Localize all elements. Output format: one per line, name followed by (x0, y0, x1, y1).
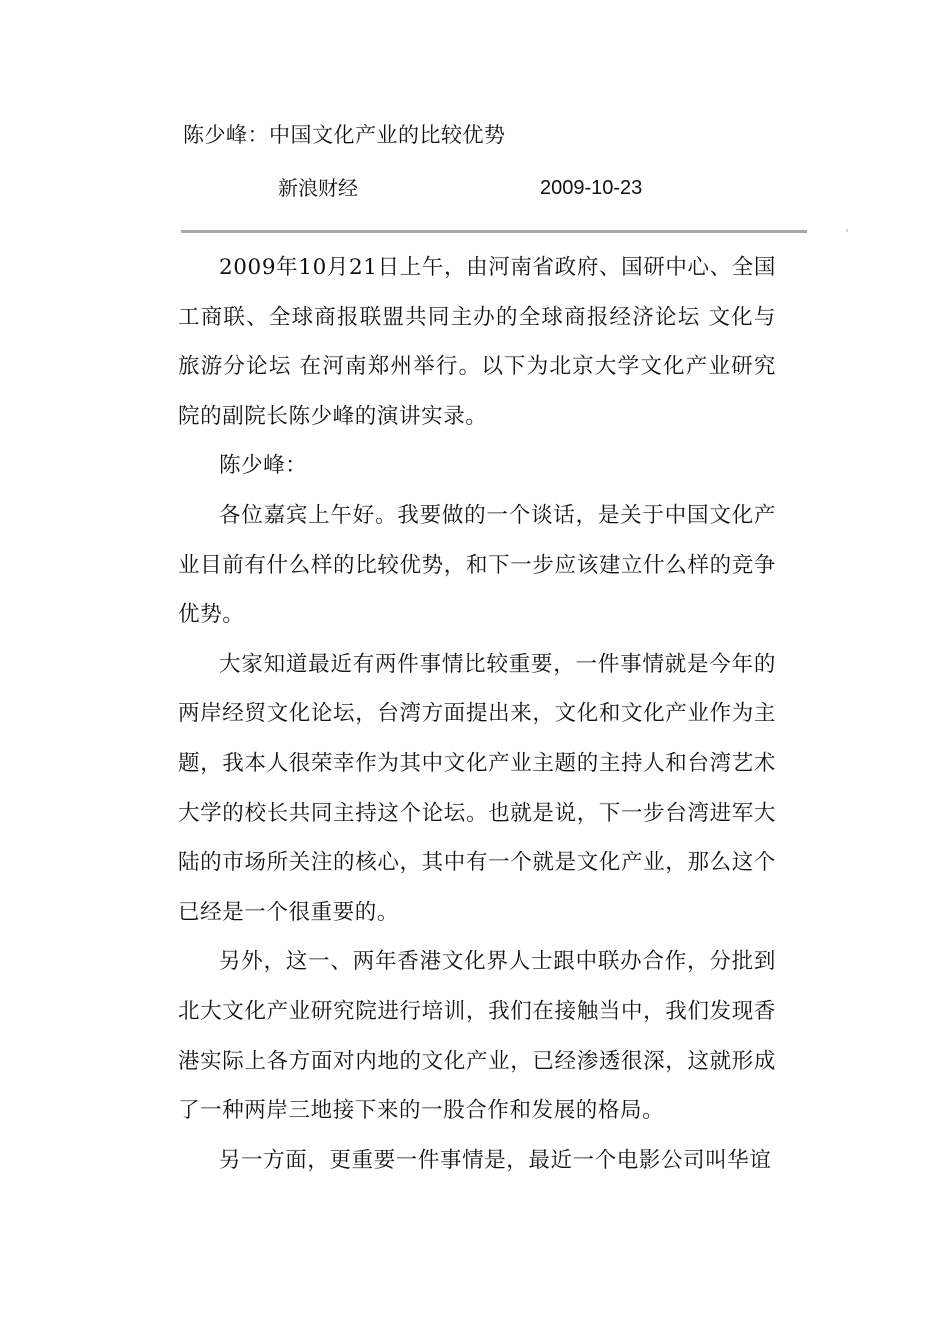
article-title: 陈少峰：中国文化产业的比较优势 (183, 123, 506, 147)
article-body (178, 243, 776, 1185)
paragraph-greeting: 各位嘉宾上午好。我要做的一个谈话，是关于中国文化产业目前有什么样的比较优势，和下一步应该建立什么样的竞争优势。 (178, 502, 776, 628)
page-mark (846, 229, 848, 232)
header-divider (181, 230, 807, 233)
paragraph-cross-strait: 大家知道最近有两件事情比较重要，一件事情就是今年的两岸经贸文化论坛，台湾方面提出来，文化和文化产业作为主题，我本人很荣幸作为其中文化产业主题的主持人和台湾艺术大学的校长共同主持这个论坛。也就是说，下一步台湾进军大陆的市场所关注的核心，其中有一个就是文化产业，那么这个已经是一个很重要的。 (178, 651, 776, 925)
paragraph-hong-kong: 另外，这一、两年香港文化界人士跟中联办合作，分批到北大文化产业研究院进行培训，我们在接触当中，我们发现香港实际上各方面对内地的文化产业，已经渗透很深，这就形成了一种两岸三地接下来的一股合作和发展的格局。 (178, 949, 776, 1124)
article-date: 2009-10-23 (540, 177, 643, 199)
article-source: 新浪财经 (278, 176, 358, 200)
paragraph-speaker: 陈少峰： (219, 453, 308, 479)
paragraph-film-company: 另一方面，更重要一件事情是，最近一个电影公司叫华谊 (219, 1147, 772, 1173)
paragraph-intro: 2009年10月21日上午，由河南省政府、国研中心、全国工商联、全球商报联盟共同主办的全球商报经济论坛 文化与旅游分论坛 在河南郑州举行。以下为北京大学文化产业研究院的副院长陈少峰的演讲实录。 (178, 255, 776, 429)
